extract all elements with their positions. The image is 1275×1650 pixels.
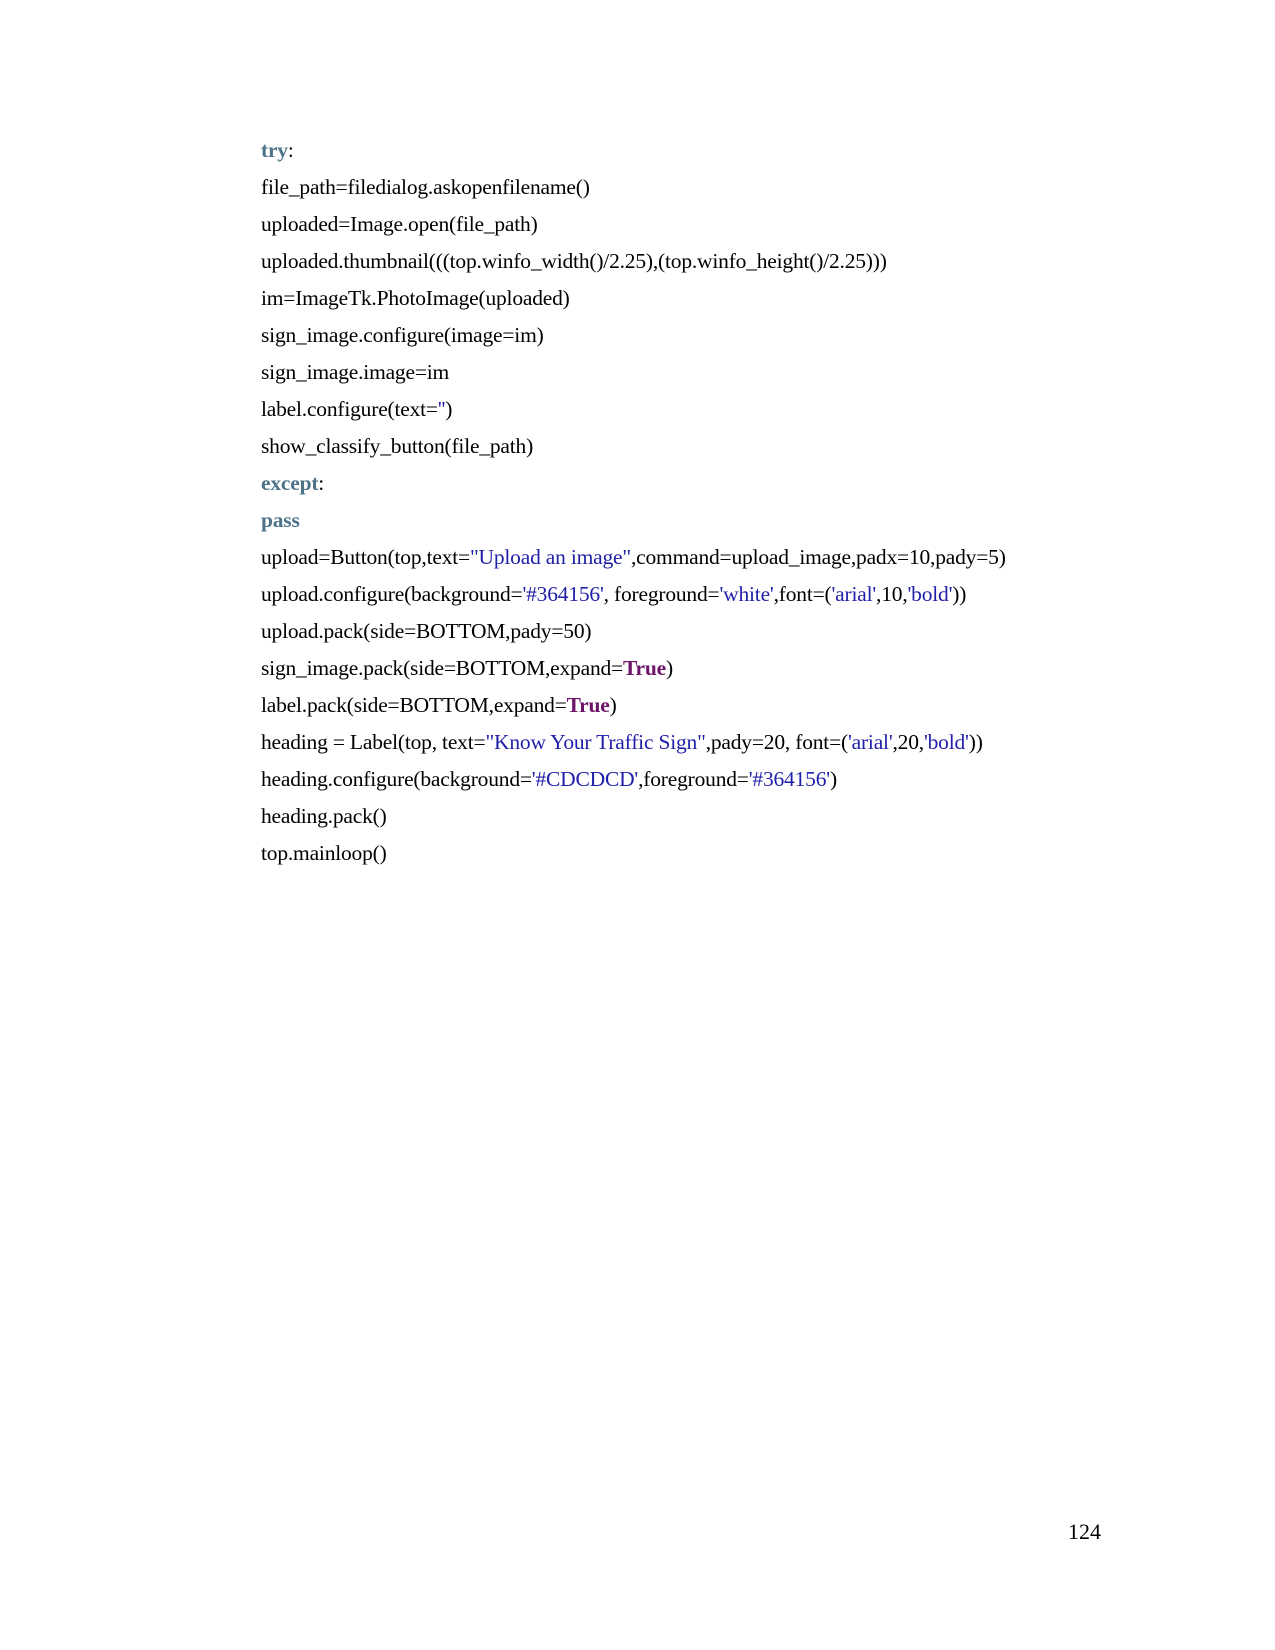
code-text: )) <box>968 730 983 754</box>
code-line <box>261 724 1221 761</box>
code-text: heading.pack() <box>261 804 387 828</box>
code-text: ,foreground= <box>638 767 749 791</box>
page-number: 124 <box>1068 1519 1101 1544</box>
code-text: ) <box>665 656 673 680</box>
code-line <box>261 169 1221 206</box>
code-string: 'bold' <box>907 582 953 606</box>
code-line <box>261 613 1221 650</box>
code-line <box>261 687 1221 724</box>
code-text: ,pady=20, font=( <box>705 730 848 754</box>
code-text: : <box>287 138 294 162</box>
code-line <box>261 465 1221 502</box>
code-text: heading = Label(top, text= <box>261 730 486 754</box>
code-line <box>261 650 1221 687</box>
code-line <box>261 761 1221 798</box>
code-string: 'arial' <box>847 730 893 754</box>
code-text: sign_image.pack(side=BOTTOM,expand= <box>261 656 623 680</box>
code-text: ,font=( <box>773 582 832 606</box>
code-text: show_classify_button(file_path) <box>261 434 534 458</box>
code-line <box>261 132 1221 169</box>
code-text: upload.configure(background= <box>261 582 523 606</box>
code-string: '' <box>437 397 446 421</box>
code-string: 'bold' <box>923 730 969 754</box>
code-text: , foreground= <box>603 582 720 606</box>
code-text: sign_image.image=im <box>261 360 450 384</box>
code-line <box>261 243 1221 280</box>
code-text: : <box>318 471 325 495</box>
code-line <box>261 835 1221 872</box>
code-line <box>261 317 1221 354</box>
code-text: label.configure(text= <box>261 397 438 421</box>
code-line <box>261 280 1221 317</box>
code-line <box>261 428 1221 465</box>
code-text: file_path=filedialog.askopenfilename() <box>261 175 590 199</box>
code-text: upload.pack(side=BOTTOM,pady=50) <box>261 619 592 643</box>
code-line <box>261 798 1221 835</box>
code-keyword: pass <box>261 508 300 532</box>
code-boolean: True <box>622 656 666 680</box>
code-string: "Upload an image" <box>469 545 631 569</box>
code-keyword: except <box>261 471 319 495</box>
code-string: 'arial' <box>831 582 877 606</box>
code-text: uploaded=Image.open(file_path) <box>261 212 538 236</box>
code-text: uploaded.thumbnail(((top.winfo_width()/2.25),(top.winfo_height()/2.25))) <box>261 249 887 273</box>
code-boolean: True <box>566 693 610 717</box>
code-text: ) <box>445 397 453 421</box>
code-string: "Know Your Traffic Sign" <box>485 730 706 754</box>
code-line <box>261 502 1221 539</box>
code-text: ) <box>609 693 617 717</box>
code-listing <box>261 132 1221 872</box>
code-text: top.mainloop() <box>261 841 387 865</box>
code-string: 'white' <box>719 582 774 606</box>
code-text: ) <box>829 767 837 791</box>
code-text: sign_image.configure(image=im) <box>261 323 544 347</box>
code-text: upload=Button(top,text= <box>261 545 470 569</box>
code-text: im=ImageTk.PhotoImage(uploaded) <box>261 286 570 310</box>
code-text: ,10, <box>876 582 908 606</box>
code-text: )) <box>952 582 967 606</box>
code-line <box>261 539 1221 576</box>
code-text: label.pack(side=BOTTOM,expand= <box>261 693 567 717</box>
code-string: '#364156' <box>748 767 830 791</box>
code-text: ,20, <box>892 730 924 754</box>
code-text: heading.configure(background= <box>261 767 532 791</box>
code-string: '#CDCDCD' <box>531 767 639 791</box>
code-line <box>261 354 1221 391</box>
code-string: '#364156' <box>522 582 604 606</box>
code-line <box>261 391 1221 428</box>
code-keyword: try <box>261 138 288 162</box>
code-line <box>261 206 1221 243</box>
code-line <box>261 576 1221 613</box>
code-text: ,command=upload_image,padx=10,pady=5) <box>630 545 1006 569</box>
